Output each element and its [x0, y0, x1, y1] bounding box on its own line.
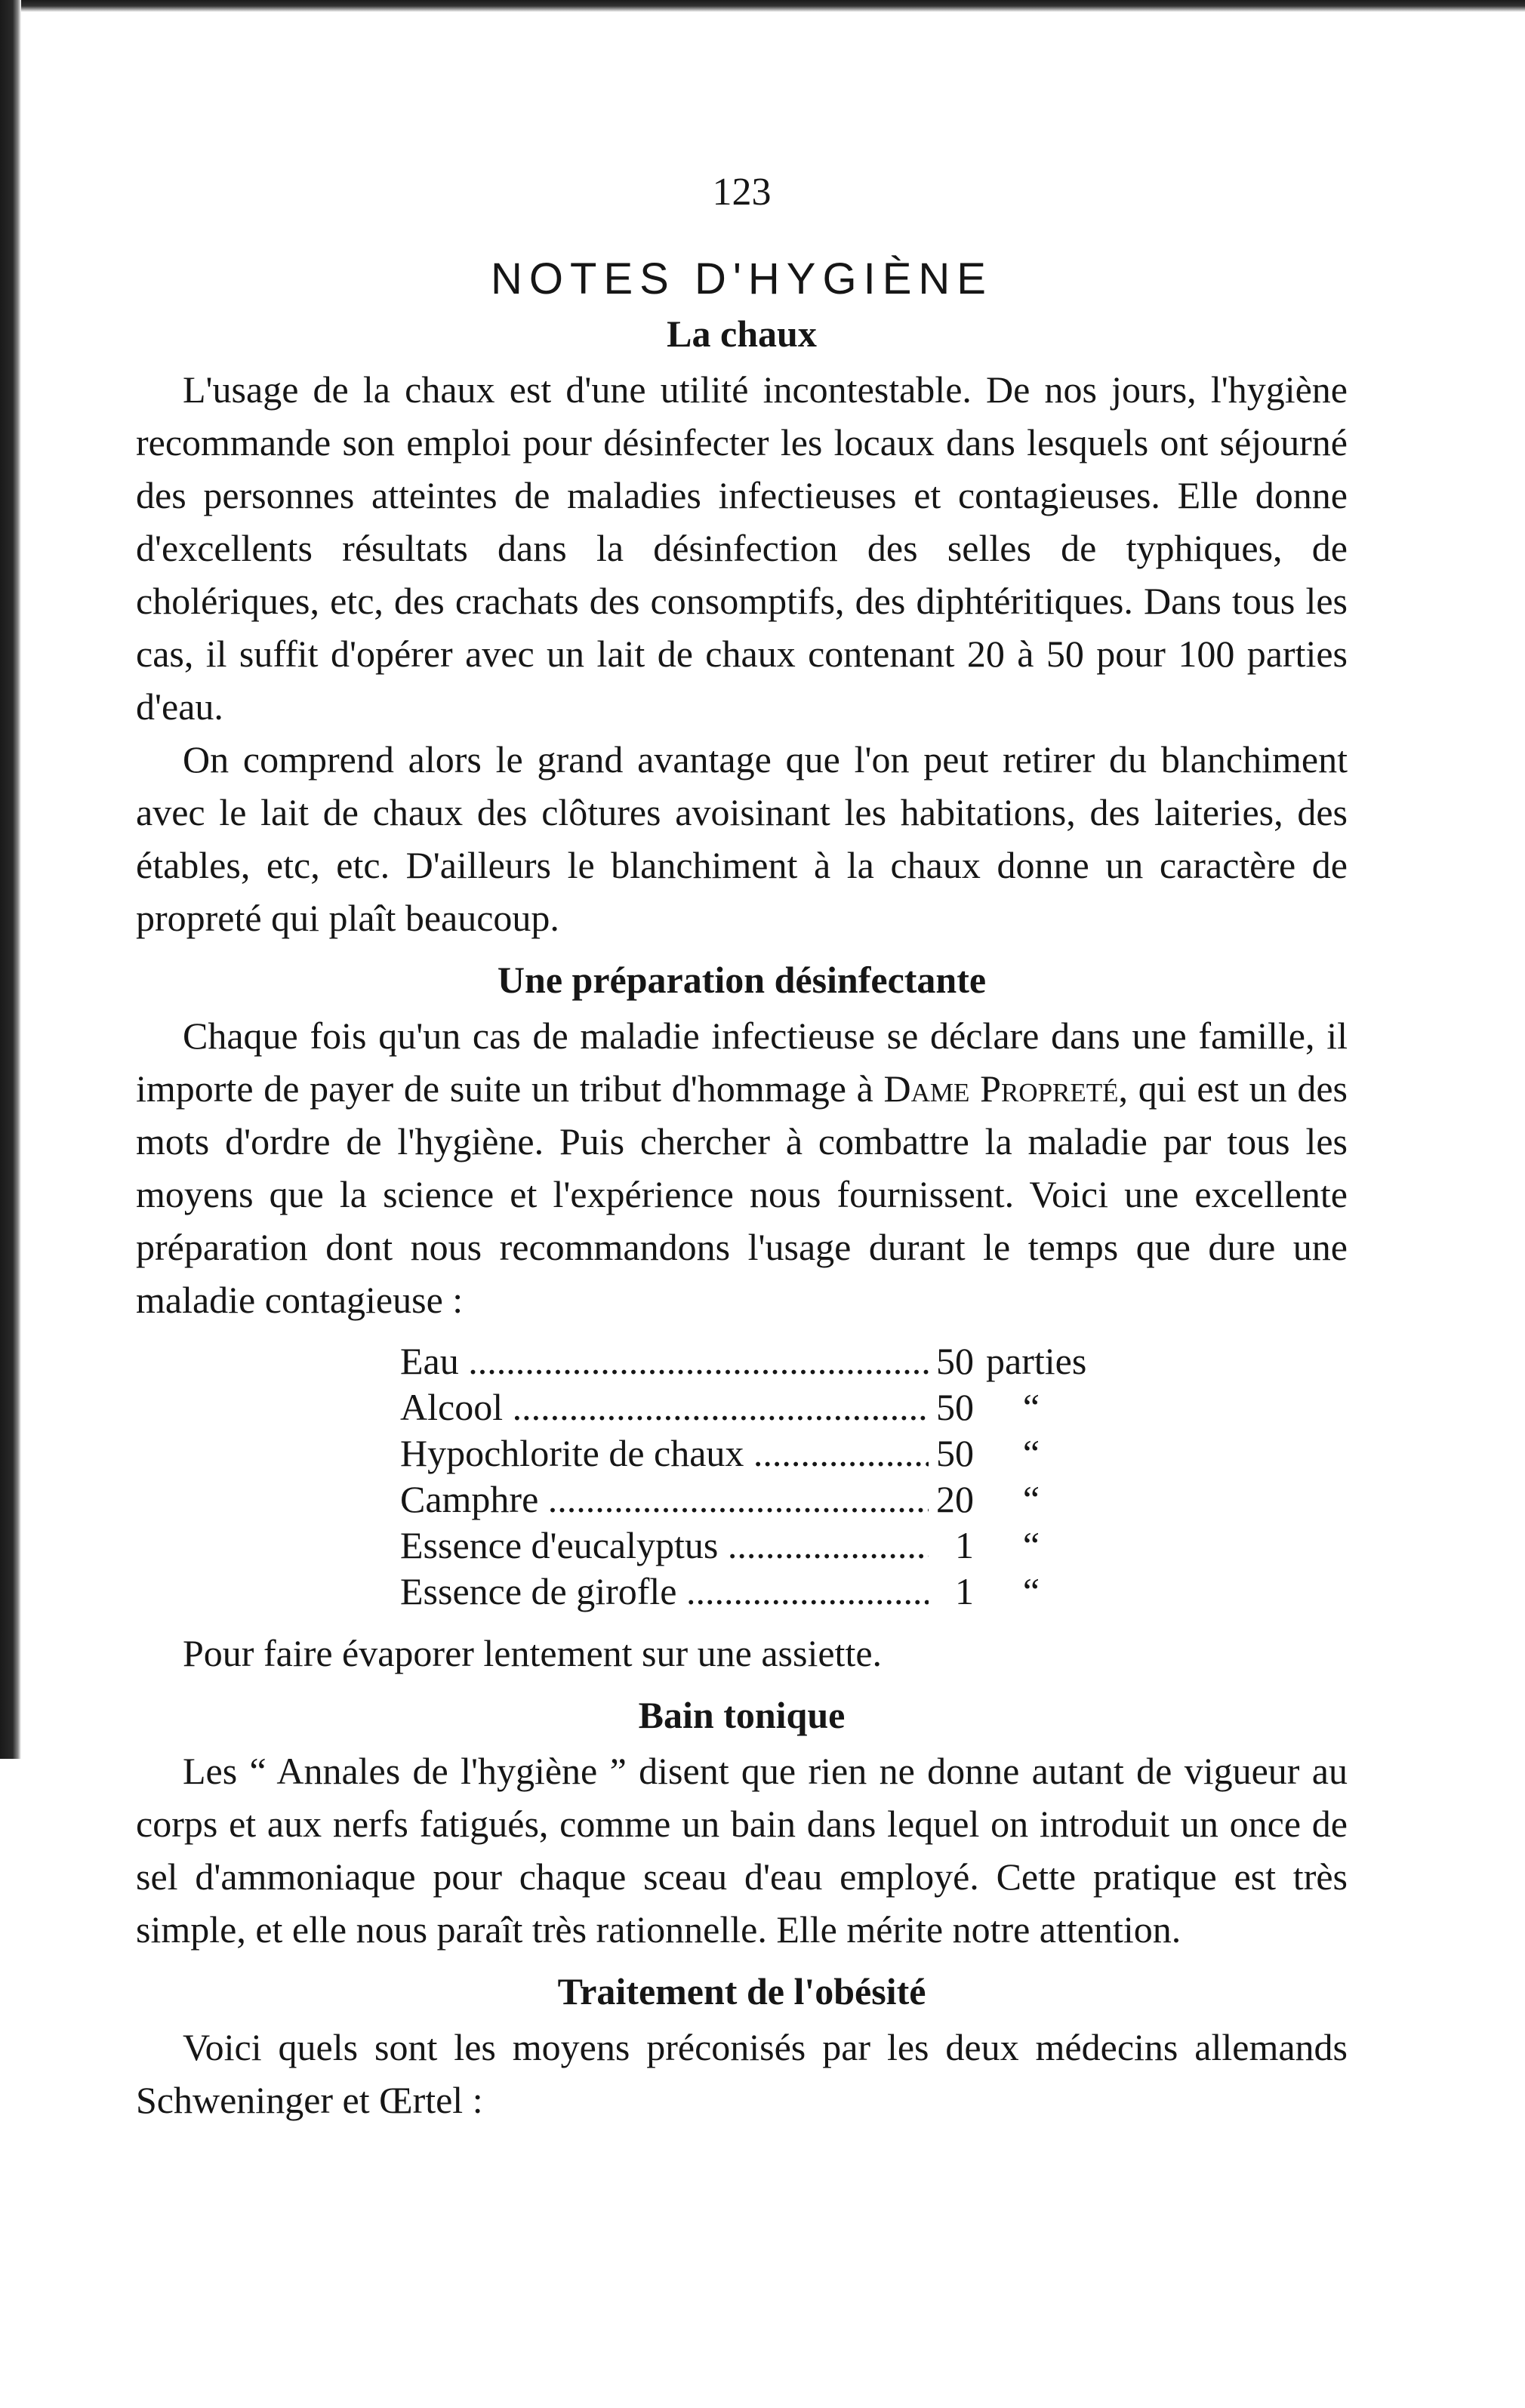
ingredient-list: [400, 1338, 1348, 1615]
page-number: 123: [712, 171, 772, 214]
section-heading-obesite: Traitement de l'obésité: [557, 1970, 926, 2012]
paragraph-preparation-usage: Pour faire évaporer lentement sur une assiette.: [183, 1632, 883, 1674]
ingredient-row: [400, 1477, 1348, 1523]
scan-edge-top: [21, 0, 1525, 12]
paragraph-bain: Les “ Annales de l'hygiène ” disent que rien ne donne autant de vigueur au corps et aux nerfs fatigués, comme un bain dans lequel on introduit un once de sel d'ammoniaque pour chaque sceau d'eau employé. Cette pratique est très simple, et elle nous paraît très rationnelle. Elle mérite notre attention.: [136, 1750, 1348, 1951]
paragraph-chaux-1: L'usage de la chaux est d'une utilité incontestable. De nos jours, l'hygiène recommande son emploi pour désinfecter les locaux dans lesquels ont séjourné des personnes atteintes de maladies infectieuses et contagieuses. Elle donne d'excellents résultats dans la désinfection des selles de typhiques, de cholériques, etc, des crachats des consomptifs, des diphtéritiques. Dans tous les cas, il suffit d'opérer avec un lait de chaux contenant 20 à 50 pour 100 parties d'eau.: [136, 368, 1348, 728]
ingredient-name: Hypochlorite de chaux .....: [400, 1430, 929, 1477]
ingredient-name: Essence de girofle .....: [400, 1569, 929, 1615]
ingredient-name: Eau .....: [400, 1338, 929, 1384]
ingredient-unit: “: [1022, 1524, 1040, 1566]
dame-proprete: Dame Propreté: [883, 1067, 1119, 1110]
section-heading-chaux: La chaux: [667, 313, 817, 355]
section-heading-bain: Bain tonique: [638, 1694, 846, 1736]
ingredient-row: [400, 1338, 1348, 1384]
ingredient-name: Camphre .....: [400, 1477, 929, 1523]
ingredient-quantity: 20: [936, 1478, 974, 1520]
ingredient-name: Alcool .....: [400, 1384, 929, 1430]
ingredient-row: [400, 1523, 1348, 1569]
ingredient-quantity: 50: [936, 1340, 974, 1382]
ingredient-unit: “: [1022, 1386, 1040, 1428]
scan-edge-left: [0, 0, 21, 1759]
ingredient-quantity: 1: [955, 1570, 974, 1612]
ingredient-name: Essence d'eucalyptus .....: [400, 1523, 929, 1569]
ingredient-quantity: 1: [955, 1524, 974, 1566]
ingredient-row: [400, 1430, 1348, 1477]
paragraph-chaux-2: On comprend alors le grand avantage que l'on peut retirer du blanchiment avec le lait de chaux des clôtures avoisinant les habitations, des laiteries, des étables, etc, etc. D'ailleurs le blanchiment à la chaux donne un caractère de propreté qui plaît beaucoup.: [136, 738, 1348, 939]
ingredient-unit: “: [1022, 1432, 1040, 1474]
section-heading-preparation: Une préparation désinfectante: [497, 959, 987, 1001]
paragraph-preparation: [136, 1009, 1348, 1326]
paragraph-obesite: Voici quels sont les moyens préconisés par les deux médecins allemands Schweninger et Œrtel :: [136, 2026, 1348, 2121]
ingredient-quantity: 50: [936, 1386, 974, 1428]
ingredient-row: [400, 1384, 1348, 1430]
ingredient-quantity: 50: [936, 1432, 974, 1474]
ingredient-unit: parties: [986, 1340, 1087, 1382]
paragraph-preparation-end: , qui est un des mots d'ordre de l'hygiène. Puis chercher à combattre la maladie par tous les moyens que la science et l'expérience nous fournissent. Voici une excellente préparation dont nous recommandons l'usage durant le temps que dure une maladie contagieuse :: [136, 1067, 1348, 1321]
paragraph-preparation-start: Chaque fois qu'un cas de maladie infectieuse se déclare dans une famille, il importe de payer de suite un tribut d'hommage à: [136, 1015, 1348, 1110]
page-content: [136, 170, 1348, 2126]
ingredient-row: [400, 1569, 1348, 1615]
ingredient-unit: “: [1022, 1570, 1040, 1612]
page-title: NOTES D'HYGIÈNE: [491, 254, 993, 303]
ingredient-unit: “: [1022, 1478, 1040, 1520]
